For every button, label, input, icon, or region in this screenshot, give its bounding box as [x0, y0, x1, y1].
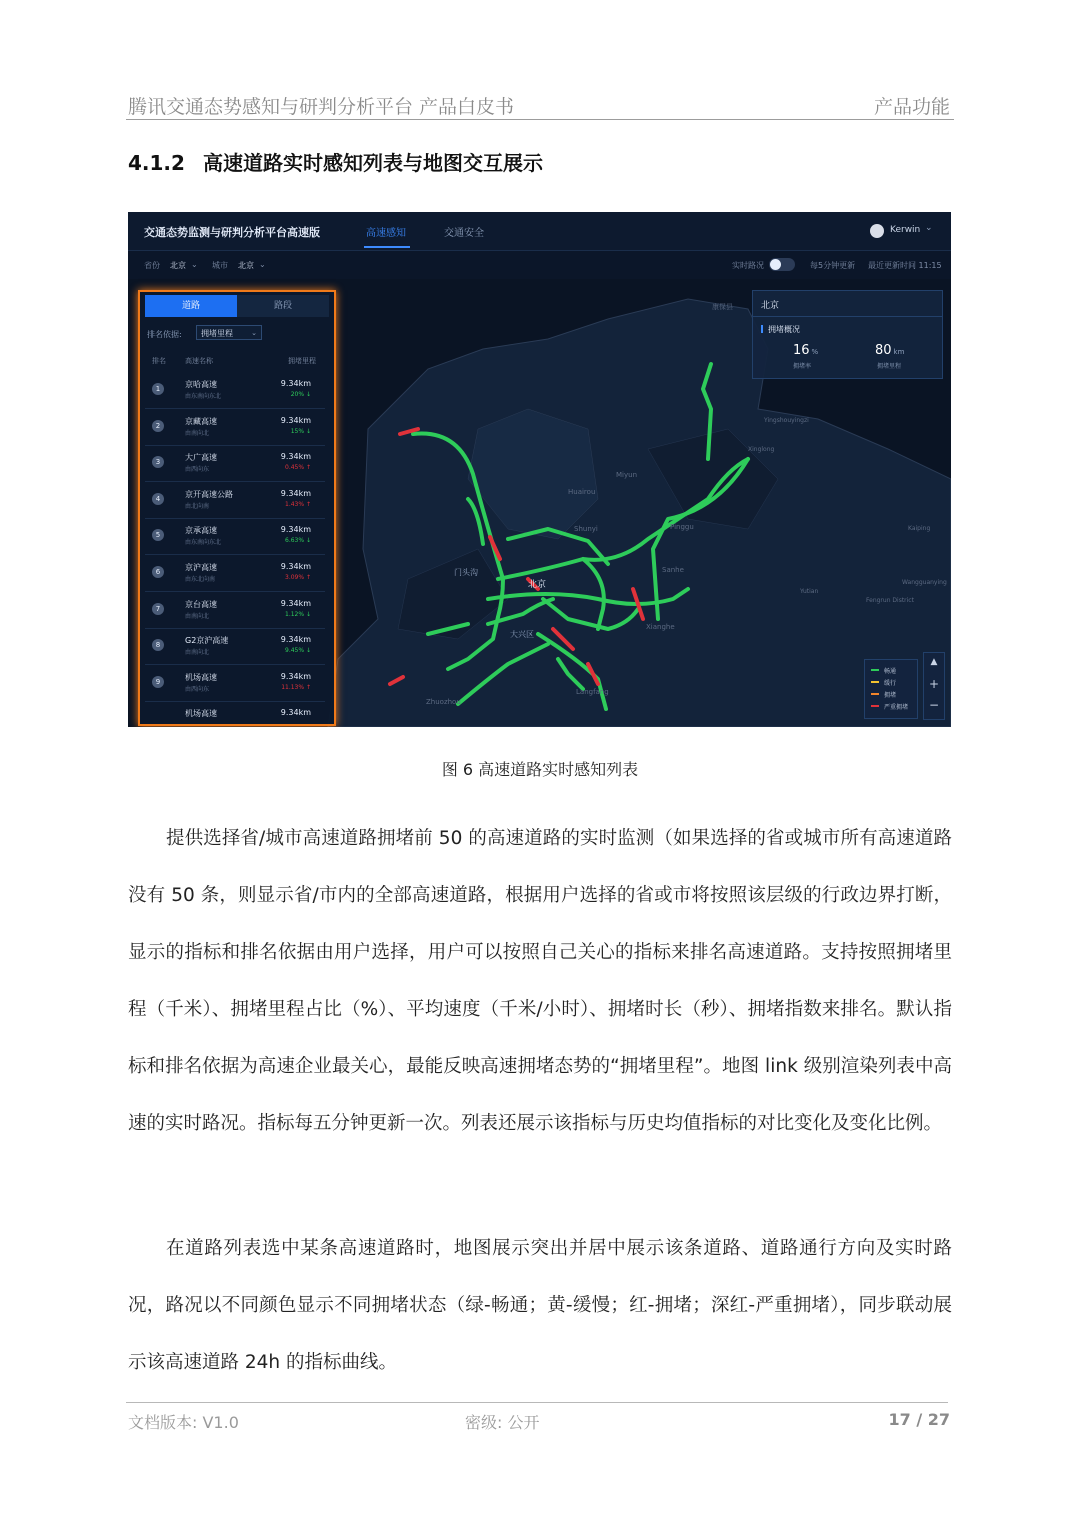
road-name: 大广高速	[185, 453, 217, 463]
map-label-yingshouyingzi: Yingshouyingzi	[764, 417, 809, 424]
change-ratio: 6.63% ↓	[285, 537, 311, 545]
stat-value: 80	[875, 343, 892, 358]
traffic-legend	[864, 659, 918, 719]
change-ratio: 9.45% ↓	[285, 647, 311, 655]
tab-traffic-safety[interactable]: 交通安全	[444, 228, 484, 239]
page-number: 17 / 27	[888, 1410, 950, 1429]
figure-caption: 图 6 高速道路实时感知列表	[441, 760, 639, 779]
change-ratio: 1.12% ↓	[285, 610, 311, 618]
last-updated: 最近更新时间 11:15	[868, 261, 942, 270]
congestion-length: 9.34km	[280, 452, 311, 462]
congestion-length: 9.34km	[280, 708, 311, 718]
map-label-shunyi: Shunyi	[574, 525, 598, 533]
map-label-wangguanying: Wangguanying	[902, 579, 947, 586]
road-direction: 由东南向东北	[185, 539, 222, 547]
sort-label: 排名依据:	[147, 330, 182, 339]
paragraph: 提供选择省/城市高速道路拥堵前 50 的高速道路的实时监测（如果选择的省或城市所有高速道路没有 50 条，则显示省/市内的全部高速道路，根据用户选择的省或市将按照该层级的行政边界打断，显示的指标和排名依据由用户选择，用户可以按照自己关心的指标来排名高速道路。支持按照拥堵里程（千米）、拥堵里程占比（%）、平均速度（千米/小时）、拥堵时长（秒）、拥堵指数来排名。默认指标和排名依据为高速企业最关心，最能反映高速拥堵态势的“拥堵里程”。地图 link 级别渲染列表中高速的实时路况。指标每五分钟更新一次。列表还展示该指标与历史均值指标的对比变化及变化比例。	[128, 828, 952, 1134]
tab-highway-perception[interactable]: 高速感知	[366, 228, 406, 239]
tab-roads[interactable]: 道路	[145, 295, 237, 317]
congestion-length: 9.34km	[280, 562, 311, 571]
map-controls	[923, 652, 945, 720]
sort-value: 拥堵里程	[201, 329, 233, 338]
road-direction: 由东南向东北	[185, 393, 222, 400]
card-divider	[753, 316, 942, 317]
congestion-length: 9.34km	[280, 415, 311, 425]
list-item[interactable]	[145, 555, 325, 592]
stat-value: 16	[793, 343, 810, 358]
legend-label: 缓行	[884, 680, 897, 687]
congestion-length: 9.34km	[280, 635, 311, 645]
map-label-langfang: Langfang	[576, 688, 609, 696]
list-item[interactable]	[145, 701, 325, 726]
panel-tabs	[145, 295, 329, 317]
congestion-length: 9.34km	[280, 671, 311, 681]
change-ratio: 3.09% ↑	[285, 574, 311, 581]
road-direction: 由西向东	[185, 685, 210, 693]
refresh-label: 每5分钟更新	[810, 261, 856, 270]
change-ratio: 11.13% ↑	[281, 683, 311, 691]
province-label: 省份	[144, 261, 160, 270]
stat-unit: %	[811, 348, 819, 356]
map-label-mentougou: 门头沟	[454, 568, 478, 577]
legend-item-severe	[871, 702, 908, 711]
filter-bar	[128, 251, 951, 279]
rank-badge: 5	[152, 529, 164, 541]
legend-label: 畅通	[884, 668, 897, 675]
road-direction: 由西向东	[185, 466, 210, 474]
change-ratio: 0.45% ↑	[285, 464, 311, 472]
rank-badge: 2	[152, 420, 164, 432]
change-ratio: 20% ↓	[290, 391, 311, 398]
map-label-daxing: 大兴区	[510, 630, 534, 639]
change-ratio: 15% ↓	[290, 427, 311, 435]
doc-version: 文档版本: V1.0	[128, 1413, 239, 1432]
section-title: 高速道路实时感知列表与地图交互展示	[202, 151, 543, 175]
tab-segments[interactable]: 路段	[273, 301, 292, 311]
column-header-value: 拥堵里程	[288, 357, 316, 365]
chevron-down-icon[interactable]: ⌄	[925, 223, 933, 233]
active-tab-indicator	[364, 246, 410, 248]
paragraph: 在道路列表选中某条高速道路时，地图展示突出并居中展示该条道路、道路通行方向及实时路况，路况以不同颜色显示不同拥堵状态（绿-畅通；黄-缓慢；红-拥堵；深红-严重拥堵），同步联动展示该高速道路 24h 的指标曲线。	[128, 1238, 952, 1373]
legend-swatch	[871, 681, 879, 683]
zoom-in-button[interactable]: +	[928, 677, 940, 691]
zoom-out-button[interactable]: −	[928, 698, 940, 712]
road-name: 京开高速公路	[185, 489, 233, 499]
map-label-xinglong: Xinglong	[748, 446, 775, 453]
road-ranking-panel	[138, 290, 336, 726]
road-name: G2京沪高速	[185, 636, 229, 646]
legend-item-congested	[871, 690, 896, 699]
congestion-length: 9.34km	[280, 525, 311, 535]
legend-swatch	[871, 705, 879, 707]
congestion-length-value	[875, 343, 904, 358]
legend-label: 拥堵	[884, 692, 897, 699]
map-label-huairou: Huairou	[568, 488, 596, 496]
congestion-length: 9.34km	[280, 598, 311, 608]
realtime-label: 实时路况	[732, 261, 764, 270]
list-item[interactable]	[145, 409, 325, 446]
road-direction: 由南向北	[185, 429, 210, 437]
legend-swatch	[871, 693, 879, 695]
road-direction: 由南向北	[185, 649, 210, 657]
congestion-length: 9.34km	[280, 379, 311, 388]
map-label-xianghe: Xianghe	[646, 623, 675, 631]
column-header-rank: 排名	[152, 357, 166, 365]
map-label-miyun: Miyun	[616, 471, 637, 479]
road-name: 京沪高速	[185, 563, 217, 572]
map-label-fengrun: Fengrun District	[866, 597, 914, 604]
card-subtitle: 拥堵概况	[761, 324, 800, 335]
user-name[interactable]: Kerwin	[890, 225, 921, 235]
map-label-kaiping: Kaiping	[908, 525, 931, 532]
road-name: 京哈高速	[185, 380, 217, 389]
road-name: 机场高速	[185, 672, 217, 682]
road-direction: 由东北向南	[185, 576, 216, 583]
congestion-rate-label: 拥堵率	[793, 363, 812, 370]
list-item[interactable]	[145, 445, 325, 482]
security-level: 密级: 公开	[465, 1413, 540, 1432]
section-name: 产品功能	[873, 96, 950, 118]
app-topbar	[128, 212, 951, 251]
city-select[interactable]: 北京	[238, 261, 254, 270]
road-name: 京台高速	[185, 599, 217, 609]
chevron-down-icon: ⌄	[251, 329, 257, 337]
legend-item-free	[871, 666, 896, 675]
road-name: 京藏高速	[185, 416, 217, 426]
congestion-rate-value	[793, 343, 818, 358]
sort-select[interactable]	[196, 325, 262, 340]
region-title: 北京	[761, 301, 780, 311]
column-header-name: 高速名称	[185, 357, 213, 365]
footer-divider	[126, 1402, 948, 1403]
stat-unit: km	[893, 348, 905, 356]
city-label: 城市	[212, 261, 228, 270]
road-direction: 由北向南	[185, 502, 210, 510]
list-item[interactable]	[145, 592, 325, 629]
rank-badge: 9	[152, 676, 164, 688]
rank-badge: 3	[152, 456, 164, 468]
avatar[interactable]	[870, 224, 884, 238]
road-name: 京承高速	[185, 526, 217, 536]
section-heading	[128, 147, 543, 176]
compass-icon[interactable]: ▲	[930, 657, 938, 667]
rank-badge: 7	[152, 603, 164, 615]
map-label-sanhe: Sanhe	[662, 566, 684, 574]
map-label-county: 康保县	[712, 303, 733, 311]
rank-badge: 4	[152, 493, 164, 505]
chevron-down-icon[interactable]: ⌄	[259, 260, 266, 269]
rank-badge: 1	[152, 383, 164, 395]
map-label-pinggu: Pinggu	[670, 523, 694, 531]
congestion-length-label: 拥堵里程	[877, 363, 902, 370]
legend-label: 严重拥堵	[884, 704, 909, 711]
header-divider	[126, 119, 954, 120]
list-item[interactable]	[145, 665, 325, 702]
rank-badge: 8	[152, 639, 164, 651]
list-item[interactable]	[145, 628, 325, 665]
list-item[interactable]	[145, 372, 325, 409]
app-title: 交通态势监测与研判分析平台高速版	[144, 226, 320, 239]
congestion-summary-card	[752, 290, 943, 379]
list-item[interactable]	[145, 482, 325, 519]
road-direction: 由南向北	[185, 612, 210, 620]
congestion-length: 9.34km	[280, 488, 311, 498]
road-name: 机场高速	[185, 709, 217, 719]
legend-item-slow	[871, 678, 896, 687]
map-label-beijing: 北京	[528, 580, 547, 590]
chevron-down-icon[interactable]: ⌄	[191, 260, 198, 269]
province-select[interactable]: 北京	[170, 261, 186, 270]
section-number: 4.1.2	[128, 151, 185, 175]
list-item[interactable]	[145, 518, 325, 555]
change-ratio: 1.43% ↑	[285, 500, 311, 508]
doc-title: 腾讯交通态势感知与研判分析平台 产品白皮书	[128, 96, 515, 118]
map-label-zhuozhou: Zhuozhou	[426, 698, 461, 706]
rank-badge: 6	[152, 566, 164, 578]
legend-swatch	[871, 669, 879, 671]
product-screenshot	[128, 212, 951, 727]
map-label-yutian: Yutian	[800, 588, 819, 595]
toggle-knob	[770, 259, 781, 270]
